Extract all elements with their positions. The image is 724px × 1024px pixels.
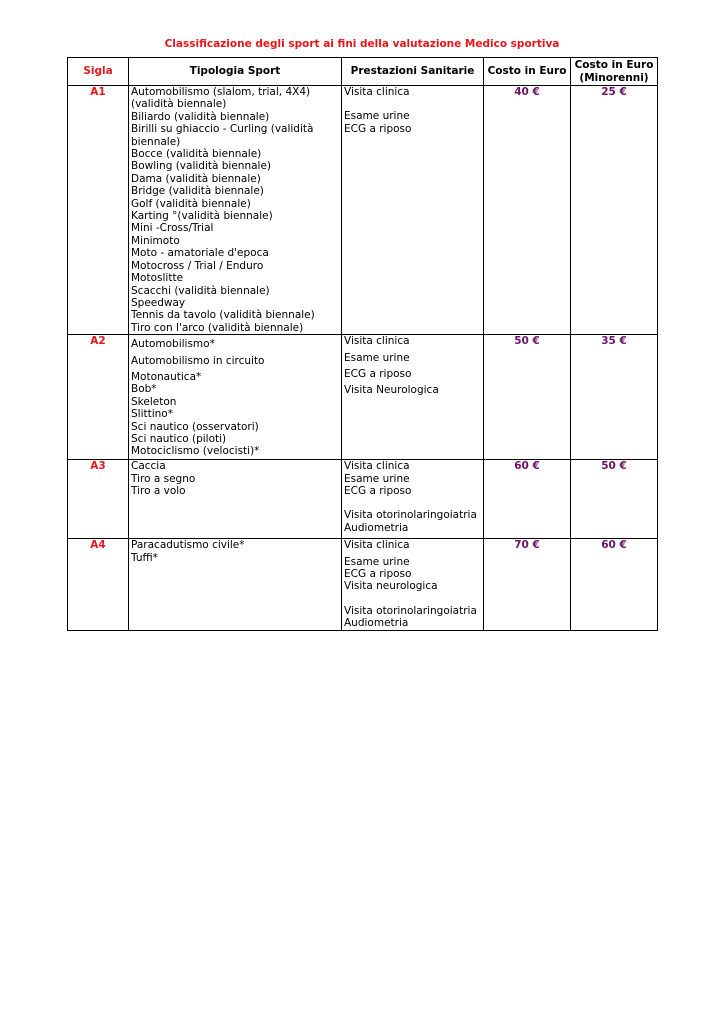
- costo-minorenni-cell: 35 €: [571, 335, 658, 460]
- costo-cell: 70 €: [484, 539, 571, 630]
- costo-minorenni-cell: 60 €: [571, 539, 658, 630]
- prestazione-item: Esame urine: [344, 351, 410, 364]
- sport-item: Motoslitte: [131, 272, 184, 285]
- sport-item: Tennis da tavolo (validità biennale): [131, 309, 315, 322]
- header-costo-minorenni-line2: (Minorenni): [579, 71, 649, 84]
- prestazione-item: Visita otorinolaringoiatria: [344, 604, 477, 617]
- sport-item: Tuffi*: [131, 551, 158, 564]
- prestazione-item: Esame urine: [344, 110, 410, 123]
- prestazione-item: ECG a riposo: [344, 367, 412, 380]
- table-row-a2: [68, 335, 658, 460]
- table-row-a3: [68, 460, 658, 539]
- sport-item: Birilli su ghiaccio - Curling (validità biennale): [131, 123, 314, 148]
- prestazione-item: Visita neurologica: [344, 580, 438, 593]
- header-costo-minorenni: [571, 58, 658, 86]
- sport-item: Automobilismo in circuito: [131, 354, 265, 367]
- table-row-a1: [68, 86, 658, 335]
- sport-item: Motociclismo (velocisti)*: [131, 445, 260, 458]
- sport-item: Minimoto: [131, 234, 180, 247]
- sports-cell: [129, 539, 342, 630]
- sport-item: Tiro con l'arco (validità biennale): [131, 321, 304, 334]
- prestazione-item: Esame urine: [344, 472, 410, 485]
- header-costo-minorenni-line1: Costo in Euro: [574, 59, 654, 72]
- prestazione-item: Visita clinica: [344, 539, 410, 552]
- costo-cell: 60 €: [484, 460, 571, 539]
- sport-item: Tiro a segno: [131, 472, 196, 485]
- sports-cell: [129, 335, 342, 460]
- prestazioni-cell: [342, 460, 484, 539]
- prestazione-item: ECG a riposo: [344, 484, 412, 497]
- document-title: Classificazione degli sport ai fini della valutazione Medico sportiva: [164, 38, 560, 50]
- sigla-cell: A2: [68, 335, 129, 460]
- table-row-a4: [68, 539, 658, 630]
- costo-minorenni-cell: 25 €: [571, 86, 658, 335]
- sport-item: Moto - amatoriale d'epoca: [131, 247, 269, 260]
- prestazioni-cell: [342, 539, 484, 630]
- sport-item: Biliardo (validità biennale): [131, 110, 270, 123]
- sports-cell: [129, 460, 342, 539]
- costo-minorenni-cell: 50 €: [571, 460, 658, 539]
- sport-item: Automobilismo*: [131, 338, 215, 351]
- sport-item: Sci nautico (osservatori): [131, 420, 259, 433]
- table-header-row: [68, 58, 658, 86]
- sport-item: Tiro a volo: [131, 484, 186, 497]
- sport-item: Slittino*: [131, 408, 173, 421]
- sigla-cell: A4: [68, 539, 129, 630]
- prestazione-item: Visita clinica: [344, 460, 410, 473]
- sports-classification-table: [67, 57, 658, 631]
- prestazione-item: Visita clinica: [344, 335, 410, 348]
- sport-item: Caccia: [131, 460, 166, 473]
- header-tipologia-sport: Tipologia Sport: [129, 58, 342, 86]
- sport-item: Motocross / Trial / Enduro: [131, 259, 264, 272]
- sport-item: Dama (validità biennale): [131, 172, 261, 185]
- sigla-cell: A1: [68, 86, 129, 335]
- sport-item: Automobilismo (slalom, trial, 4X4) (validità biennale): [131, 86, 311, 111]
- sport-item: Mini -Cross/Trial: [131, 222, 214, 235]
- sport-item: Golf (validità biennale): [131, 197, 251, 210]
- sport-item: Bob*: [131, 383, 157, 396]
- sport-item: Bocce (validità biennale): [131, 148, 262, 161]
- costo-cell: 40 €: [484, 86, 571, 335]
- prestazione-item: Visita otorinolaringoiatria: [344, 509, 477, 522]
- sigla-cell: A3: [68, 460, 129, 539]
- prestazione-item: Esame urine: [344, 555, 410, 568]
- sport-item: Bridge (validità biennale): [131, 185, 264, 198]
- prestazioni-cell: [342, 86, 484, 335]
- sport-item: Paracadutismo civile*: [131, 539, 245, 552]
- header-costo-euro: Costo in Euro: [484, 58, 571, 86]
- sport-item: Sci nautico (piloti): [131, 432, 227, 445]
- prestazione-item: ECG a riposo: [344, 122, 412, 135]
- sport-item: Motonautica*: [131, 370, 202, 383]
- sport-item: Karting °(validità biennale): [131, 210, 273, 223]
- prestazioni-cell: [342, 335, 484, 460]
- header-prestazioni-sanitarie: Prestazioni Sanitarie: [342, 58, 484, 86]
- sport-item: Bowling (validità biennale): [131, 160, 272, 173]
- header-sigla: Sigla: [68, 58, 129, 86]
- costo-cell: 50 €: [484, 335, 571, 460]
- prestazione-item: Visita clinica: [344, 86, 410, 98]
- sports-cell: [129, 86, 342, 335]
- prestazione-item: Visita Neurologica: [344, 384, 439, 397]
- prestazione-item: Audiometria: [344, 617, 409, 630]
- sport-item: Scacchi (validità biennale): [131, 284, 270, 297]
- prestazione-item: Audiometria: [344, 521, 409, 534]
- sport-item: Speedway: [131, 296, 186, 309]
- sport-item: Skeleton: [131, 395, 177, 408]
- prestazione-item: ECG a riposo: [344, 567, 412, 580]
